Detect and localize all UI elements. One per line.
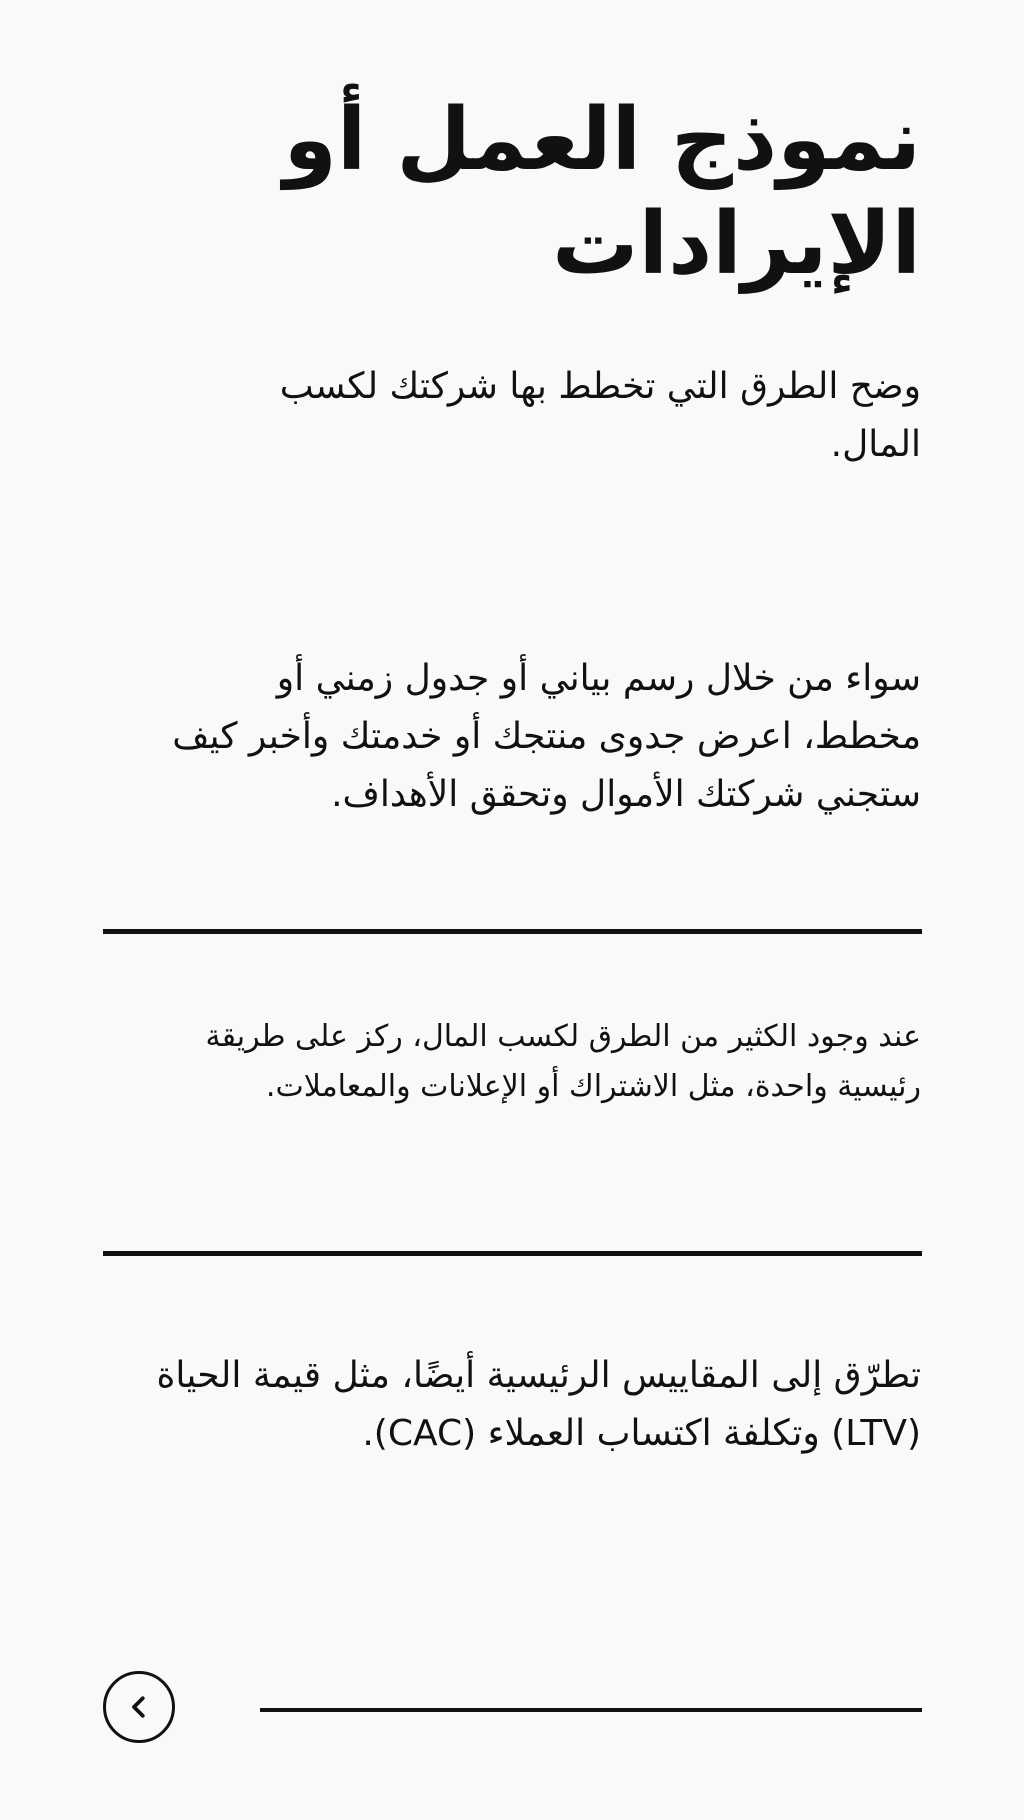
slide-title: نموذج العمل أو الإيرادات: [283, 90, 921, 294]
progress-line: [260, 1708, 922, 1712]
chevron-left-icon: [124, 1692, 154, 1722]
body-paragraph-1: سواء من خلال رسم بياني أو جدول زمني أو مخطط، اعرض جدوى منتجك أو خدمتك وأخبر كيف ستجني شركتك الأموال وتحقق الأهداف.: [172, 658, 921, 815]
back-button[interactable]: [103, 1671, 175, 1743]
slide-subtitle: وضح الطرق التي تخطط بها شركتك لكسب المال.: [279, 366, 921, 465]
body-paragraph-2: عند وجود الكثير من الطرق لكسب المال، ركز على طريقة رئيسية واحدة، مثل الاشتراك أو الإعلانات والمعاملات.: [205, 1019, 921, 1104]
body-paragraph-3: تطرّق إلى المقاييس الرئيسية أيضًا، مثل قيمة الحياة (LTV) وتكلفة اكتساب العملاء (CAC).: [156, 1355, 921, 1454]
divider-bottom: [103, 1251, 922, 1256]
slide-navigation: [103, 1671, 922, 1748]
divider-top: [103, 929, 922, 934]
